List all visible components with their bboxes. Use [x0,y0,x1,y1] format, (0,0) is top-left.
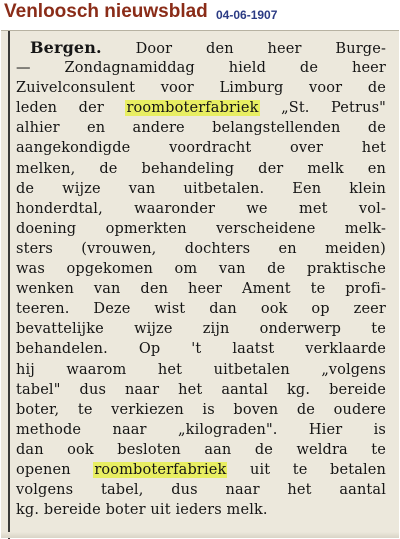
article-line: boter, te verkiezen is boven de oudere [16,401,386,418]
article-line: honderdtal, waaronder we met vol- [16,200,386,217]
article-line: Zuivelconsulent voor Limburg voor de [16,80,386,97]
article-line: openen roomboterfabriek uit te betalen [16,461,386,478]
article-line: hij waarom het uitbetalen „volgens [16,361,386,378]
article-line: melken, de behandeling der melk en [16,160,386,177]
search-highlight: roomboterfabriek [126,100,259,117]
article-line: methode naar „kilograden". Hier is [16,421,386,438]
column-rule [8,31,10,539]
search-highlight: roomboterfabriek [94,461,227,478]
header-bar [0,0,400,28]
article-line: teeren. Deze wist dan ook op zeer [16,301,386,318]
article-line: volgens tabel, dus naar het aantal [16,482,386,499]
publication-date: 04-06-1907 [216,8,278,22]
article-line: wenken van den heer Ament te profi- [16,281,386,298]
newspaper-title[interactable]: Venloosch nieuwsblad [4,1,208,22]
clipping-edge [1,532,399,538]
article-line: bevattelijke wijze zijn onderwerp te [16,321,386,338]
article-line: was opgekomen om van de praktische [16,261,386,278]
article-line: doening opmerkten verscheidene melk- [16,220,386,237]
article-line: behandelen. Op 't laatst verklaarde [16,341,386,358]
article-place: Bergen. [30,38,102,57]
article-line: sters (vrouwen, dochters en meiden) [16,240,386,257]
article-line: alhier en andere belangstellenden de [16,120,386,137]
article-line: aangekondigde voordracht over het [16,140,386,157]
article-line: Bergen. Door den heer Burge- [30,38,386,57]
article-line: de wijze van uitbetalen. Een klein [16,180,386,197]
article-line: — Zondagnamiddag hield de heer [16,60,386,77]
article-line: tabel" dus naar het aantal kg. bereide [16,381,386,398]
article-text [16,38,386,520]
article-line: leden der roomboterfabriek „St. Petrus" [16,100,386,117]
newspaper-clipping [1,30,399,538]
article-line: kg. bereide boter uit ieders melk. [16,502,268,519]
article-line: dan ook besloten aan de weldra te [16,441,386,458]
